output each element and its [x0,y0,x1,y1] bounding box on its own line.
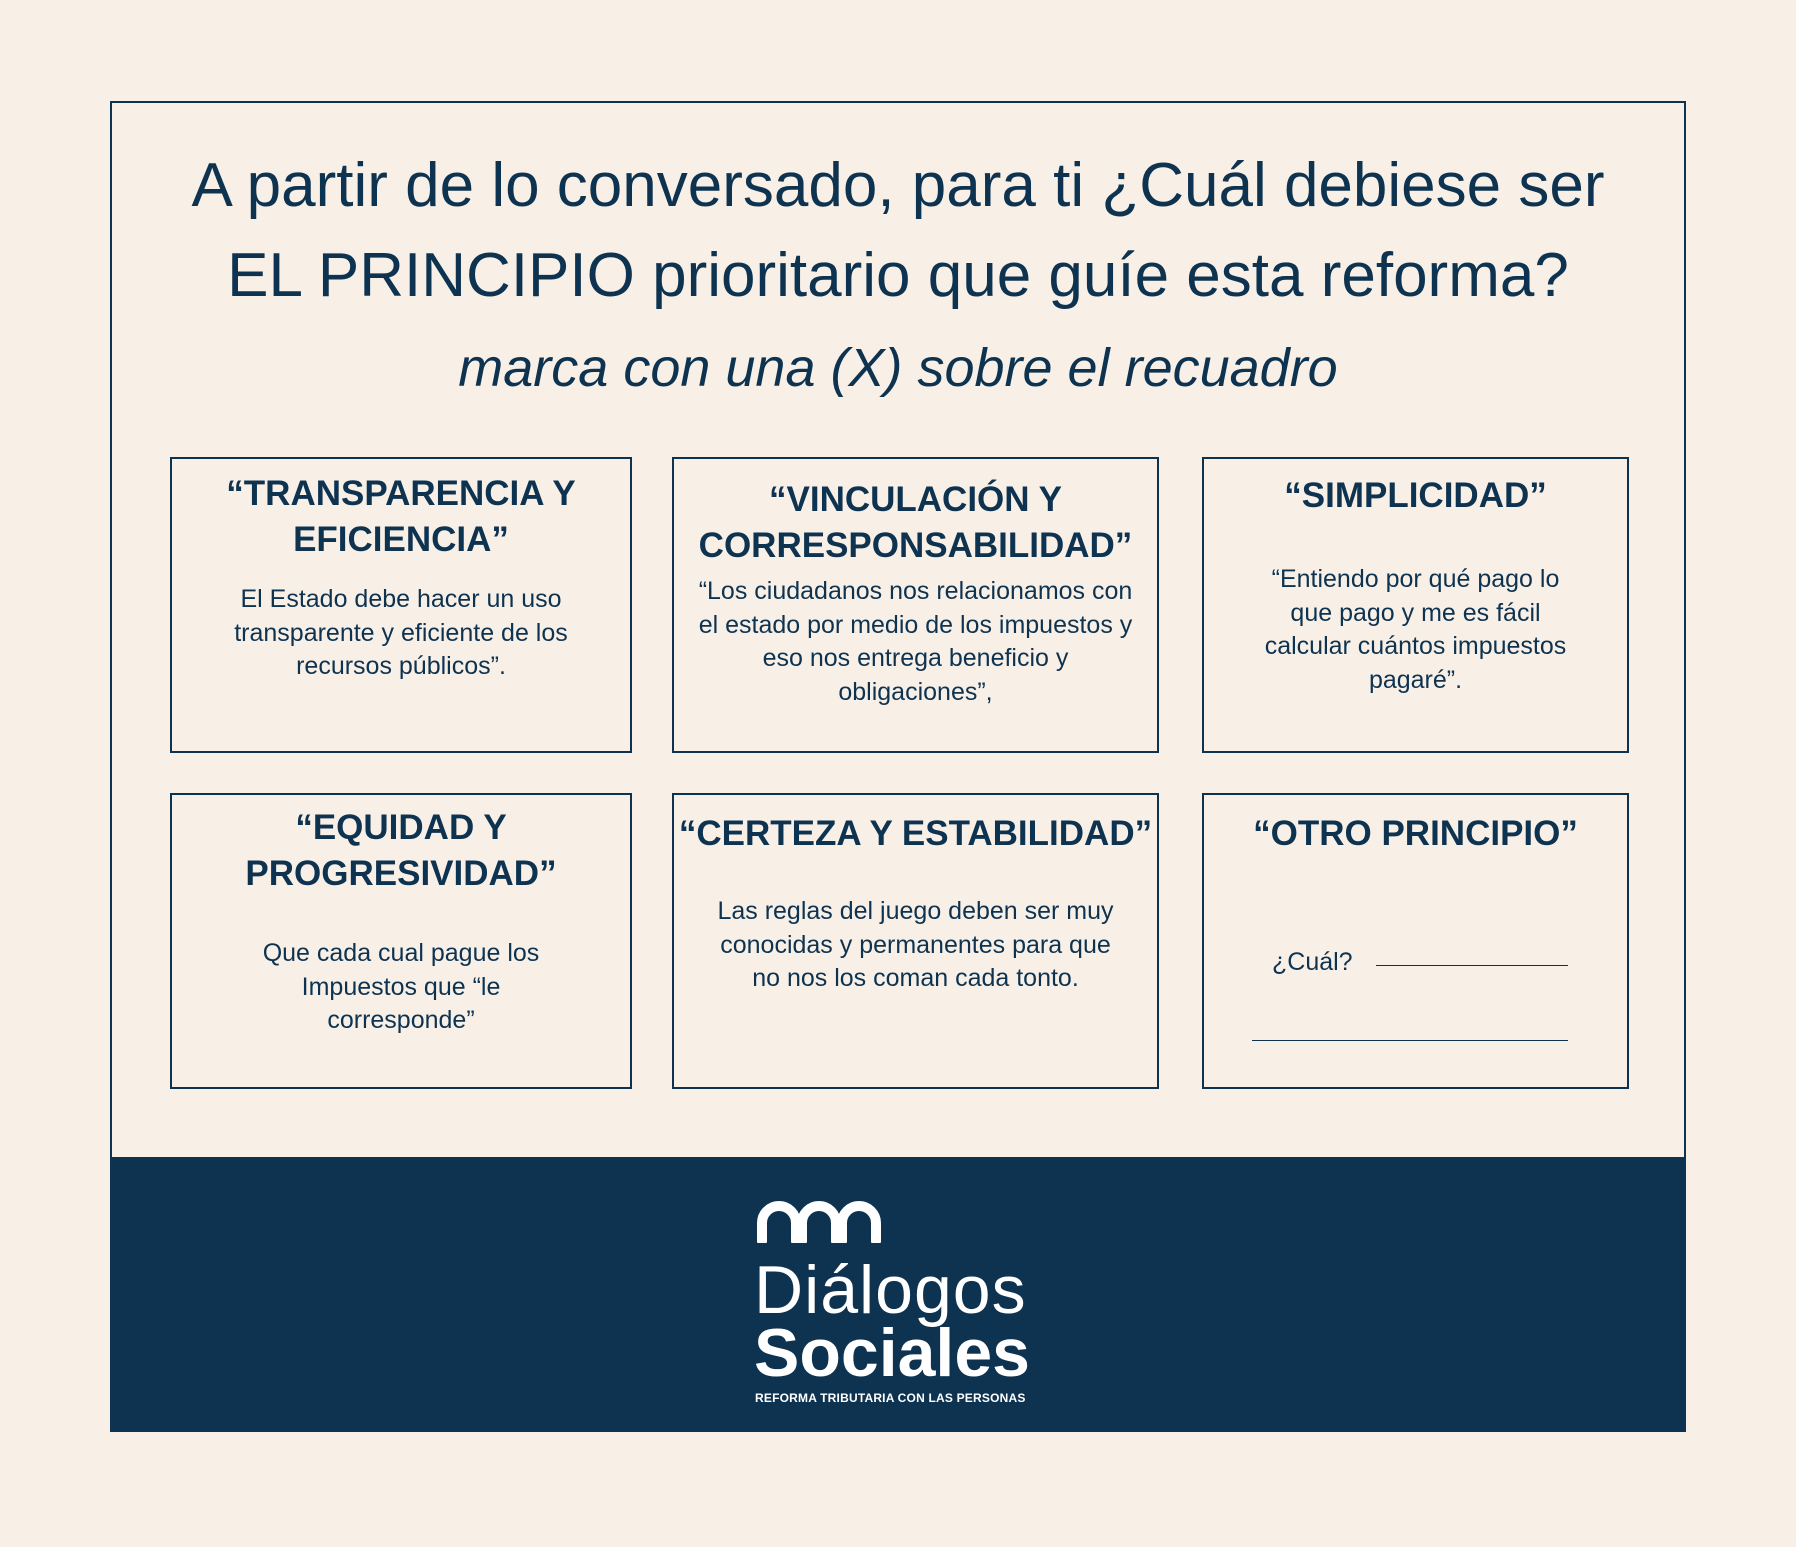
arches-logo-icon [754,1197,884,1243]
option-title: “SIMPLICIDAD” [1284,476,1547,515]
option-equidad[interactable] [170,793,632,1089]
option-title: “TRANSPARENCIA Y EFICIENCIA” [226,474,576,559]
other-answer-line-2[interactable] [1252,1040,1568,1041]
page-heading [112,141,1684,413]
logo-wordmark-dialogos: Diálogos [754,1252,1027,1328]
option-description: “Entiendo por qué pago lo que pago y me es fácil calcular cuántos impuestos pagaré”. [1264,565,1567,694]
instruction-text: marca con una (X) sobre el recuadro [458,338,1338,398]
option-otro[interactable] [1202,793,1629,1089]
option-title: “VINCULACIÓN Y CORRESPONSABILIDAD” [698,480,1133,565]
option-description: El Estado debe hacer un uso transparente y eficiente de los recursos públicos”. [234,585,568,680]
option-description: Que cada cual pague los Impuestos que “le corresponde” [262,939,540,1034]
option-title: “EQUIDAD Y PROGRESIVIDAD” [245,808,557,893]
option-description: “Los ciudadanos nos relacionamos con el estado por medio de los impuestos y eso nos entrega beneficio y obligaciones”, [698,577,1133,706]
question-text: A partir de lo conversado, para ti ¿Cuál debiese ser EL PRINCIPIO prioritario que guíe esta reforma? [191,151,1605,310]
option-certeza[interactable] [672,793,1159,1089]
logo-wordmark-sociales: Sociales [754,1315,1030,1391]
other-prompt-label: ¿Cuál? [1272,948,1353,976]
option-title: “OTRO PRINCIPIO” [1253,814,1578,853]
option-title: “CERTEZA Y ESTABILIDAD” [678,814,1153,853]
footer-banner [110,1157,1686,1432]
logo-tagline: REFORMA TRIBUTARIA CON LAS PERSONAS [755,1391,1026,1405]
option-simplicidad[interactable] [1202,457,1629,753]
option-vinculacion[interactable] [672,457,1159,753]
option-transparencia[interactable] [170,457,632,753]
other-answer-line[interactable] [1376,965,1568,966]
option-description: Las reglas del juego deben ser muy conocidas y permanentes para que no nos los coman cada tonto. [717,897,1114,992]
